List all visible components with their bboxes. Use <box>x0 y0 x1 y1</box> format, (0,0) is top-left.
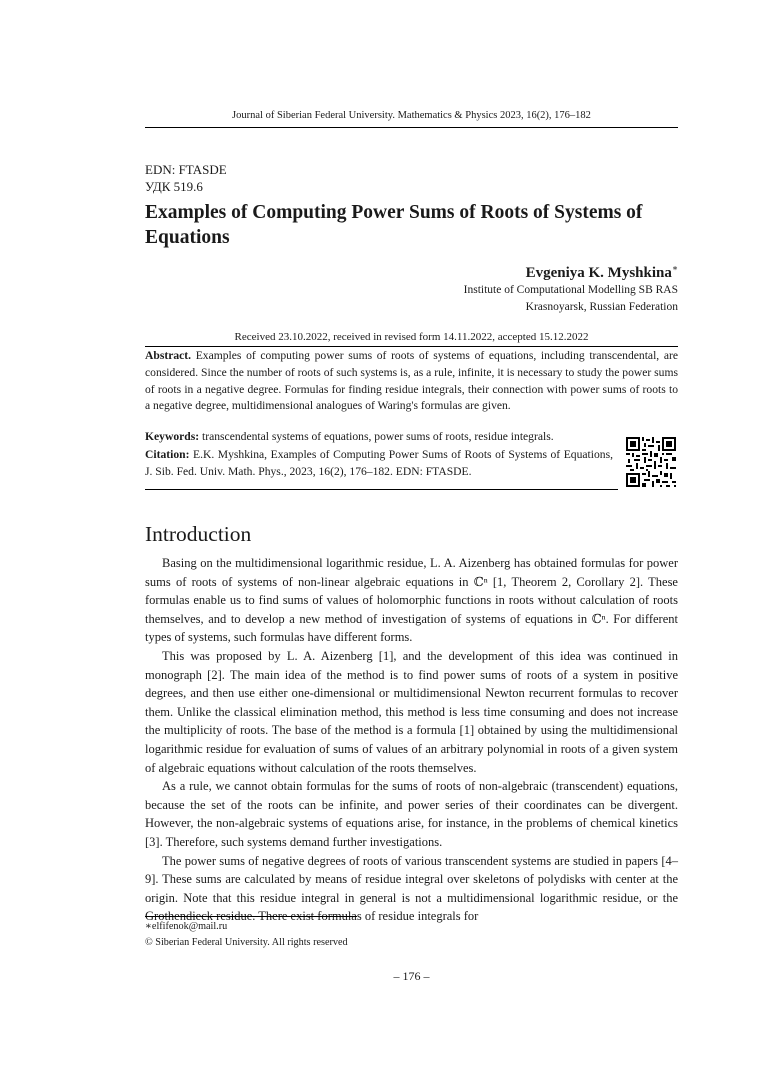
abstract-text: Examples of computing power sums of roots of systems of equations, including transcendental, are considered. Since the number of roots of such systems is, as a rule, infinite, it is necessary to study the power sums of roots in a negative degree. Formulas for finding residue integrals, their connection with power sums of roots to a negative degree, multidimensional analogues of Waring's formulas are given. <box>145 349 678 413</box>
udk-code: УДК 519.6 <box>145 179 203 194</box>
edn-code: EDN: FTASDE <box>145 162 227 177</box>
author-footnote-marker: ∗ <box>671 263 678 273</box>
citation <box>145 447 613 481</box>
abstract-label: Abstract. <box>145 349 192 362</box>
qr-code-icon[interactable] <box>626 437 676 487</box>
footnote-copyright: © Siberian Federal University. All rights reserved <box>145 936 348 948</box>
header-rule <box>145 127 678 128</box>
footnotes <box>145 919 348 950</box>
keywords <box>145 429 615 446</box>
paragraph-1: Basing on the multidimensional logarithmic residue, L. A. Aizenberg has obtained formulas for power sums of roots of systems of non-linear algebraic equations in ℂⁿ [1, Theorem 2, Corollary 2]. These formulas enable us to find sums of values of holomorphic functions in roots without calculation of roots themselves, and to develop a new method of investigation of systems of equations in ℂⁿ. For different types of systems, such formulas have different forms. <box>145 556 678 645</box>
author-institution: Institute of Computational Modelling SB RAS <box>463 284 678 296</box>
citation-bottom-rule <box>145 489 618 490</box>
author-name-line <box>464 259 678 282</box>
author-block <box>464 259 678 316</box>
paper-title: Examples of Computing Power Sums of Roots of Systems of Equations <box>145 202 643 248</box>
author-name: Evgeniya K. Myshkina <box>525 265 672 281</box>
paragraph-2: This was proposed by L. A. Aizenberg [1], and the development of this idea was continued in monograph [2]. The main idea of the method is to find power sums of roots of a system in positive degrees, and then use either one-dimensional or multidimensional Newton recurrent formulas to recover them. Unlike the classical elimination method, this method is less time consuming and does not increase the multiplicity of roots. The base of the method is a formula [1] obtained by using the multidimensional logarithmic residue for evaluation of sums of values of an arbitrary polynomial in roots of a given system of algebraic equations without calculation of the roots themselves. <box>145 648 678 775</box>
footnote-email: ∗elfifenok@mail.ru <box>145 921 228 932</box>
footnote-rule <box>145 916 357 917</box>
citation-text: E.K. Myshkina, Examples of Computing Power Sums of Roots of Systems of Equations, J. Sib. Fed. Univ. Math. Phys., 2023, 16(2), 176–182. EDN: FTASDE. <box>145 448 613 478</box>
author-location: Krasnoyarsk, Russian Federation <box>525 301 678 313</box>
abstract-top-rule <box>145 346 678 347</box>
received-dates: Received 23.10.2022, received in revised form 14.11.2022, accepted 15.12.2022 <box>234 331 589 343</box>
section-heading: Introduction <box>145 522 252 546</box>
page-number: – 176 – <box>393 969 430 983</box>
keywords-label: Keywords: <box>145 430 200 443</box>
paragraph-3: As a rule, we cannot obtain formulas for the sums of roots of non-algebraic (transcendent) equations, because the set of the roots can be infinite, and power series of their coordinates can be divergent. However, the non-algebraic systems of equations arise, for instance, in the problems of chemical kinetics [3]. Therefore, such systems demand further investigations. <box>145 779 678 849</box>
keywords-text: transcendental systems of equations, power sums of roots, residue integrals. <box>202 430 554 443</box>
abstract <box>145 348 678 415</box>
journal-header: Journal of Siberian Federal University. Mathematics & Physics 2023, 16(2), 176–182 <box>232 110 591 121</box>
body-text <box>145 554 678 926</box>
paragraph-4: The power sums of negative degrees of roots of various transcendent systems are studied in papers [4–9]. These sums are calculated by means of residue integral over skeletons of polydisks with center at the origin. Note that this residue integral in general is not a multidimensional logarithmic residue, or the Grothendieck residue. There exist formulas of residue integrals for <box>145 853 678 924</box>
citation-label: Citation: <box>145 448 190 461</box>
